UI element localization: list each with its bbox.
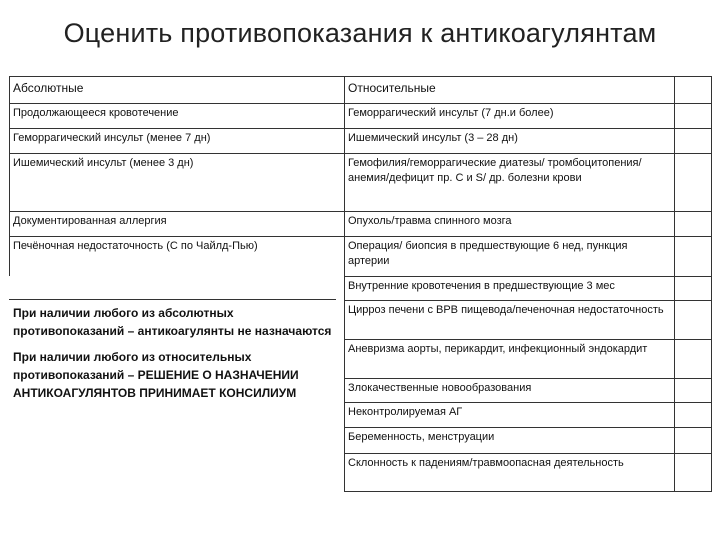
relative-extra-item: Беременность, менструации	[344, 427, 674, 453]
table-row-extra	[674, 300, 712, 339]
table-row-extra	[674, 211, 712, 236]
header-extra-cell	[674, 76, 712, 103]
table-row-extra	[674, 103, 712, 128]
table-row-extra	[674, 128, 712, 153]
table-row-absolute: Ишемический инсульт (менее 3 дн)	[9, 153, 344, 211]
relative-extra-item: Внутренние кровотечения в предшествующие 3 мес	[344, 276, 674, 300]
table-row-extra	[674, 339, 712, 378]
relative-note: При наличии любого из относительных противопоказаний – РЕШЕНИЕ О НАЗНАЧЕНИИ АНТИКОАГУЛЯНТОВ ПРИНИМАЕТ КОНСИЛИУМ	[13, 350, 299, 400]
table-row-extra	[674, 153, 712, 211]
table-row-relative: Ишемический инсульт (3 – 28 дн)	[344, 128, 674, 153]
absolute-note: При наличии любого из абсолютных противопоказаний – антикоагулянты не назначаются	[13, 306, 332, 338]
table-row-absolute: Геморрагический инсульт (менее 7 дн)	[9, 128, 344, 153]
table-row-absolute: Печёночная недостаточность (С по Чайлд-Пью)	[9, 236, 344, 276]
header-absolute: Абсолютные	[9, 76, 344, 103]
relative-extra-item: Неконтролируемая АГ	[344, 402, 674, 427]
table-row-absolute: Продолжающееся кровотечение	[9, 103, 344, 128]
table-row-relative: Гемофилия/геморрагические диатезы/ тромбоцитопения/анемия/дефицит пр. С и S/ др. болезни крови	[344, 153, 674, 211]
relative-extra-item: Склонность к падениям/травмоопасная деятельность	[344, 453, 674, 492]
table-row-extra	[674, 402, 712, 427]
table-row-absolute: Документированная аллергия	[9, 211, 344, 236]
notes-panel	[9, 299, 336, 451]
relative-extra-item: Злокачественные новообразования	[344, 378, 674, 402]
table-row-extra	[674, 453, 712, 492]
page-title: Оценить противопоказания к антикоагулянтам	[63, 18, 657, 48]
header-relative: Относительные	[344, 76, 674, 103]
table-row-extra	[674, 378, 712, 402]
table-row-relative: Опухоль/травма спинного мозга	[344, 211, 674, 236]
relative-extra-item: Цирроз печени с ВРВ пищевода/печеночная недостаточность	[344, 300, 674, 339]
table-row-extra	[674, 427, 712, 453]
table-row-extra	[674, 236, 712, 276]
table-row-extra	[674, 276, 712, 300]
relative-extra-item: Аневризма аорты, перикардит, инфекционный эндокардит	[344, 339, 674, 378]
table-row-relative: Геморрагический инсульт (7 дн.и более)	[344, 103, 674, 128]
table-row-relative: Операция/ биопсия в предшествующие 6 нед, пункция артерии	[344, 236, 674, 276]
